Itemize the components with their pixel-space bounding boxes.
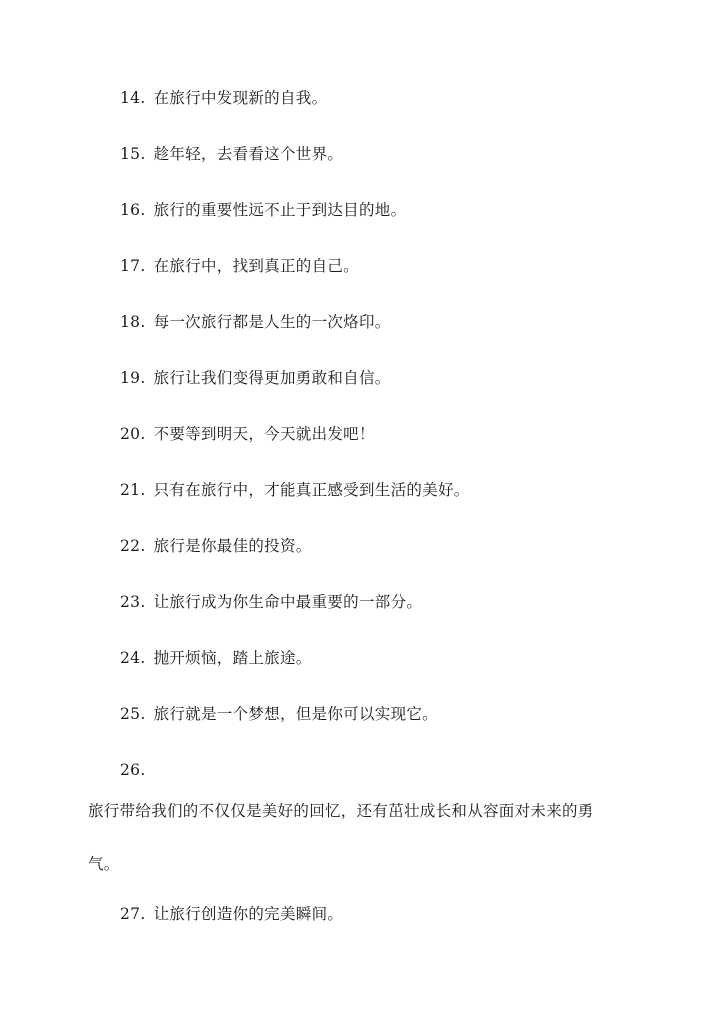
item-text: 只有在旅行中，才能真正感受到生活的美好。 [153, 481, 470, 499]
list-item-26-text-line1: 旅行带给我们的不仅仅是美好的回忆，还有茁壮成长和从容面对未来的勇 [88, 802, 594, 820]
item-number: 16. [120, 201, 146, 219]
item-number: 14. [120, 89, 146, 107]
list-item-15 [120, 144, 343, 164]
item-text: 不要等到明天，今天就出发吧！ [153, 425, 375, 443]
list-item-20 [120, 424, 375, 444]
item-text: 每一次旅行都是人生的一次烙印。 [153, 313, 391, 331]
list-item-26-text-line2: 气。 [88, 855, 120, 873]
item-number: 18. [120, 313, 146, 331]
list-item-19 [120, 368, 391, 388]
list-item-16 [120, 200, 406, 220]
list-item-25 [120, 704, 438, 724]
item-text: 旅行的重要性远不止于到达目的地。 [153, 201, 407, 219]
item-number: 22. [120, 537, 146, 555]
list-item-23 [120, 592, 422, 612]
item-number: 27. [120, 905, 146, 923]
list-item-14 [120, 88, 327, 108]
list-item-24 [120, 648, 312, 668]
list-item-17 [120, 256, 359, 276]
item-text: 让旅行创造你的完美瞬间。 [153, 905, 344, 923]
list-item-18 [120, 312, 391, 332]
item-text: 旅行是你最佳的投资。 [153, 537, 312, 555]
item-number: 20. [120, 425, 146, 443]
item-number: 23. [120, 593, 146, 611]
item-number: 25. [120, 705, 146, 723]
item-number: 21. [120, 481, 146, 499]
item-text: 在旅行中发现新的自我。 [153, 89, 328, 107]
item-text: 抛开烦恼，踏上旅途。 [153, 649, 312, 667]
item-number: 24. [120, 649, 146, 667]
list-item-26-number [120, 760, 154, 780]
item-number: 26. [120, 761, 146, 779]
item-number: 19. [120, 369, 146, 387]
item-text: 趁年轻，去看看这个世界。 [153, 145, 344, 163]
item-number: 17. [120, 257, 146, 275]
item-number: 15. [120, 145, 146, 163]
list-item-22 [120, 536, 312, 556]
item-text: 在旅行中，找到真正的自己。 [153, 257, 359, 275]
list-item-27 [120, 904, 343, 924]
item-text: 让旅行成为你生命中最重要的一部分。 [153, 593, 423, 611]
item-text: 旅行让我们变得更加勇敢和自信。 [153, 369, 391, 387]
list-item-21 [120, 480, 470, 500]
item-text: 旅行就是一个梦想，但是你可以实现它。 [153, 705, 438, 723]
